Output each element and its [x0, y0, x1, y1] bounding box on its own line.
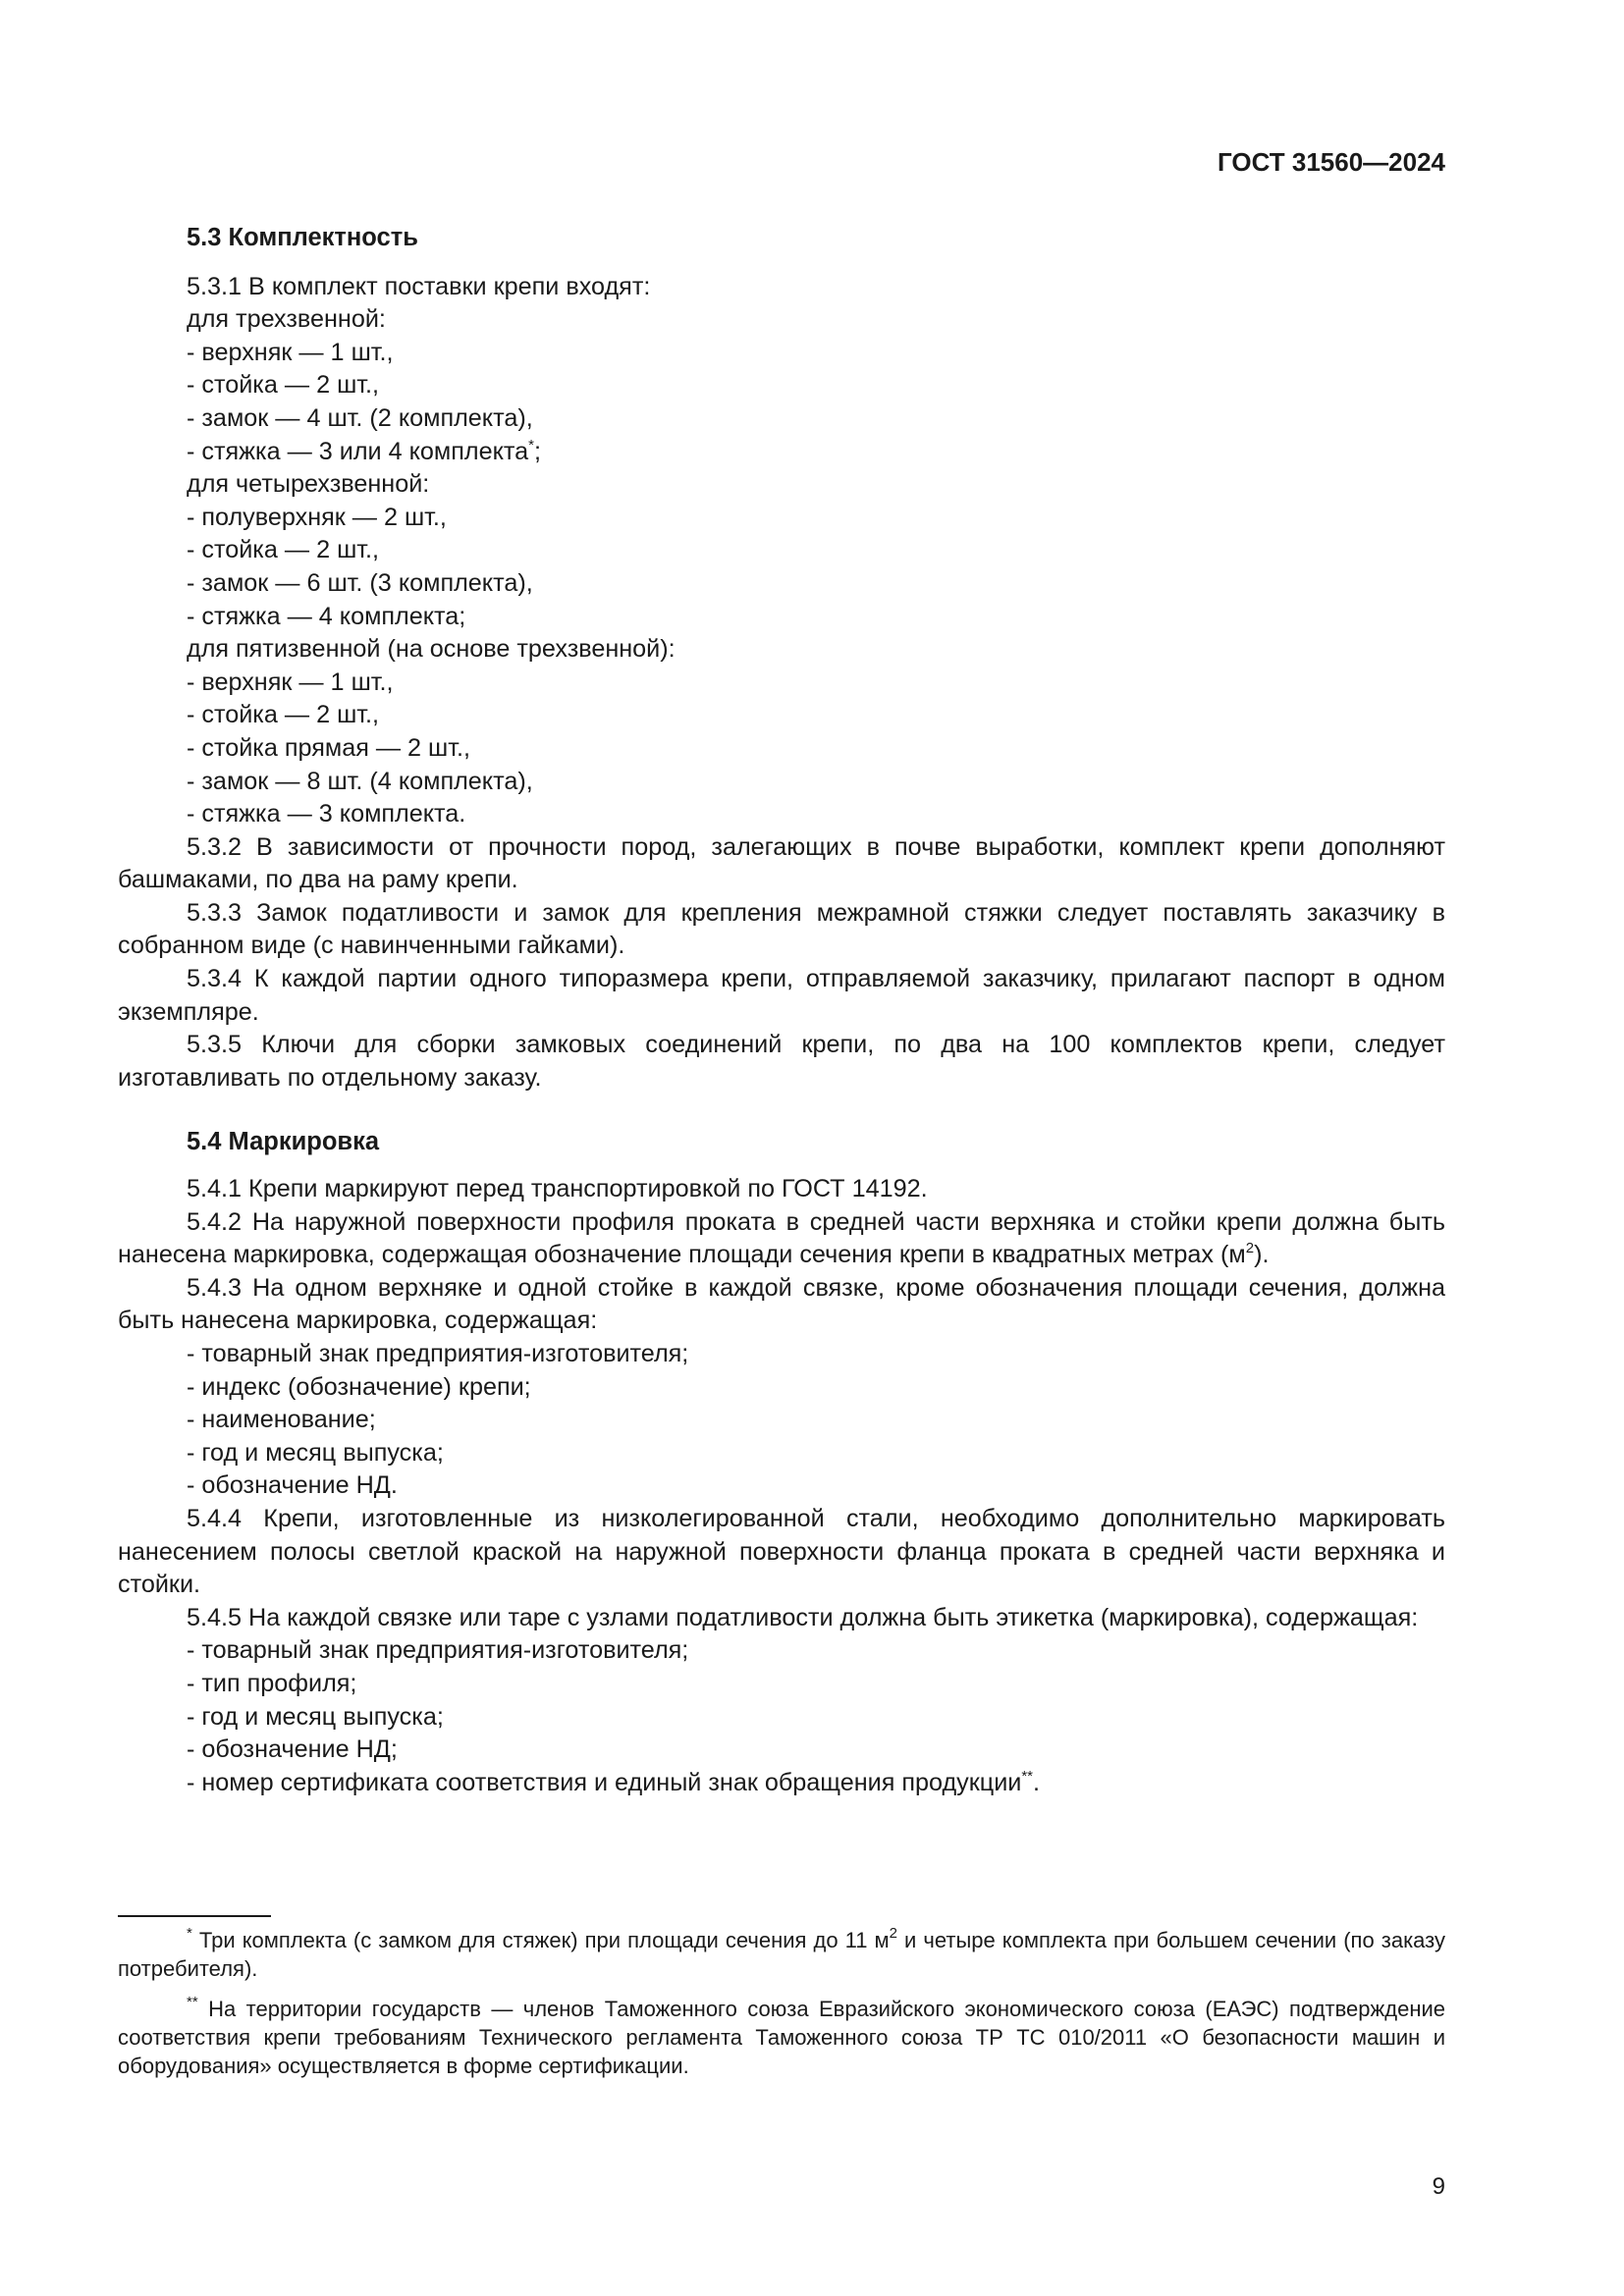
clause-end: ). [1254, 1241, 1270, 1269]
group-label-four-link: для четырехзвенной: [187, 470, 430, 499]
section-heading-5-4: 5.4 Маркировка [187, 1128, 380, 1156]
list-item: - стойка — 2 шт., [187, 701, 380, 729]
list-item: - индекс (обозначение) крепи; [187, 1372, 531, 1401]
clause-5-3-4: 5.3.4 К каждой партии одного типоразмера крепи, отправляемой заказчику, прилагают паспорт в одном экземпляре. [118, 965, 1445, 1026]
footnote-mark: ** [187, 1994, 198, 2010]
list-item: - стяжка — 3 комплекта. [187, 800, 466, 828]
clause-5-4-2 [118, 1206, 1445, 1272]
list-item: - стойка прямая — 2 шт., [187, 733, 470, 762]
list-item: - год и месяц выпуска; [187, 1702, 444, 1731]
main-content [118, 222, 1445, 1799]
footnote-text-end: и четыре комплекта при большем сечении (по заказу потребителя). [118, 1928, 1446, 1981]
list-item [118, 436, 1445, 469]
group-label-three-link: для трехзвенной: [187, 305, 386, 334]
clause-5-3-5: 5.3.5 Ключи для сборки замковых соединений крепи, по два на 100 комплектов крепи, следует изготавливать по отдельному заказу. [118, 1031, 1445, 1092]
footnote-1 [118, 1926, 1445, 1983]
clause-5-4-3: 5.4.3 На одном верхняке и одной стойке в каждой связке, кроме обозначения площади сечения, должна быть нанесена маркировка, содержащая: [118, 1273, 1445, 1335]
list-item: - замок — 6 шт. (3 комплекта), [187, 568, 533, 597]
list-item: - обозначение НД. [187, 1471, 398, 1500]
footnotes [118, 1926, 1445, 2092]
section-heading-5-3: 5.3 Комплектность [187, 224, 418, 251]
list-item: - тип профиля; [187, 1669, 357, 1697]
footnote-ref: * [528, 436, 534, 454]
superscript: 2 [889, 1925, 897, 1942]
list-item-end: . [1033, 1768, 1041, 1796]
clause-5-3-1: 5.3.1 В комплект поставки крепи входят: [187, 272, 651, 300]
list-item-text: - номер сертификата соответствия и единый знак обращения продукции [187, 1768, 1022, 1796]
footnote-text: На территории государств — членов Таможенного союза Евразийского экономического союза (ЕАЭС) подтверждение соответствия крепи требованиям Технического регламента Таможенного союза ТР ТС 010/2011 «О безопасности машин и оборудования» осуществляется в форме сертификации. [118, 1997, 1445, 2078]
superscript: 2 [1245, 1240, 1255, 1257]
clause-5-4-5: 5.4.5 На каждой связке или таре с узлами податливости должна быть этикетка (маркировка), содержащая: [187, 1603, 1419, 1631]
list-item: - год и месяц выпуска; [187, 1438, 444, 1467]
group-label-five-link: для пятизвенной (на основе трехзвенной): [187, 635, 676, 664]
footnote-ref: ** [1021, 1767, 1034, 1785]
document-id: ГОСТ 31560—2024 [1218, 147, 1445, 177]
list-item: - товарный знак предприятия-изготовителя; [187, 1636, 689, 1665]
list-item: - обозначение НД; [187, 1735, 398, 1764]
list-item: - замок — 4 шт. (2 комплекта), [187, 403, 533, 432]
list-item-text: - стяжка — 3 или 4 комплекта [187, 437, 529, 465]
list-item: - стойка — 2 шт., [187, 371, 380, 400]
footnote-2 [118, 1995, 1445, 2080]
list-item [118, 1767, 1445, 1800]
list-item: - товарный знак предприятия-изготовителя; [187, 1340, 689, 1367]
clause-5-4-4: 5.4.4 Крепи, изготовленные из низколегированной стали, необходимо дополнительно маркировать нанесением полосы светлой краской на наружной поверхности фланца проката в средней части верхняка и стойки. [118, 1504, 1445, 1599]
list-item: - стойка — 2 шт., [187, 536, 380, 564]
clause-text: 5.4.2 На наружной поверхности профиля проката в средней части верхняка и стойки крепи должна быть нанесена маркировка, содержащая обозначение площади сечения крепи в квадратных метрах (м [118, 1207, 1445, 1269]
list-item: - верхняк — 1 шт., [187, 667, 394, 696]
page-number: 9 [1432, 2173, 1445, 2200]
list-item: - верхняк — 1 шт., [187, 338, 394, 366]
footnote-divider [118, 1915, 271, 1917]
footnote-mark: * [187, 1925, 192, 1942]
clause-5-3-2: 5.3.2 В зависимости от прочности пород, залегающих в почве выработки, комплект крепи дополняют башмаками, по два на раму крепи. [118, 832, 1445, 894]
footnote-text: Три комплекта (с замком для стяжек) при площади сечения до 11 м [191, 1928, 890, 1952]
list-item: - стяжка — 4 комплекта; [187, 602, 466, 630]
clause-5-3-3: 5.3.3 Замок податливости и замок для крепления межрамной стяжки следует поставлять заказчику в собранном виде (с навинченными гайками). [118, 898, 1445, 960]
list-item: - полуверхняк — 2 шт., [187, 503, 447, 531]
list-item-end: ; [534, 437, 541, 465]
list-item: - наименование; [187, 1406, 376, 1434]
clause-5-4-1: 5.4.1 Крепи маркируют перед транспортировкой по ГОСТ 14192. [187, 1175, 928, 1203]
list-item: - замок — 8 шт. (4 комплекта), [187, 767, 533, 795]
